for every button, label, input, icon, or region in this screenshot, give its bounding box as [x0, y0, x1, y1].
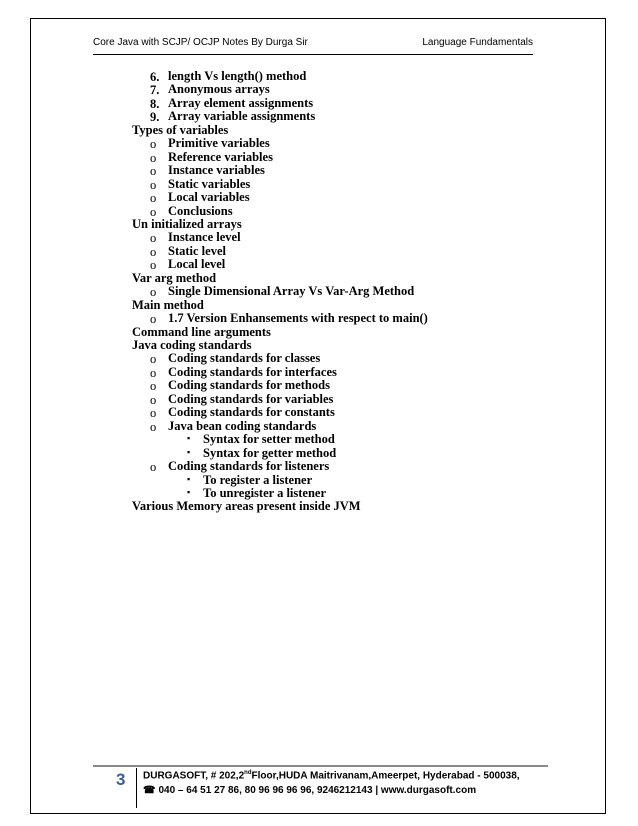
toc-item-marker: o	[150, 177, 157, 192]
toc-list-item: Syntax for getter method	[203, 445, 337, 460]
toc-list-item: Coding standards for listeners	[168, 459, 330, 474]
toc-item-marker: ▪	[187, 433, 191, 444]
toc-list-item: Coding standards for constants	[168, 405, 335, 420]
footer-divider	[136, 768, 137, 808]
toc-item-marker: o	[150, 379, 157, 394]
footer-contact-text: 040 – 64 51 27 86, 80 96 96 96 96, 9246212143 | www.durgasoft.com	[158, 785, 477, 796]
toc-list-item: Local level	[168, 257, 226, 272]
footer-contact	[143, 785, 476, 796]
toc-item-marker: 7.	[150, 83, 160, 98]
toc-item-marker: 9.	[150, 110, 160, 125]
toc-list-item: Local variables	[168, 190, 250, 205]
toc-list-item: To unregister a listener	[203, 485, 327, 500]
toc-item-marker: o	[150, 365, 157, 380]
toc-section-heading: Java coding standards	[132, 338, 252, 352]
page-header	[93, 37, 533, 55]
toc-section-heading: Command line arguments	[132, 324, 271, 339]
toc-list-item: Static level	[168, 243, 226, 258]
toc-list-item: Array variable assignments	[168, 109, 316, 124]
toc-section-heading: Main method	[132, 297, 204, 312]
page-number: 3	[116, 770, 126, 789]
toc-item-marker: o	[150, 137, 157, 152]
toc-list-item: Static variables	[168, 176, 251, 191]
toc-item-marker: ▪	[187, 486, 191, 497]
header-chapter-title: Language Fundamentals	[422, 37, 533, 48]
toc-list-item: Coding standards for methods	[168, 378, 330, 393]
toc-item-marker: o	[150, 231, 157, 246]
toc-section-heading: Various Memory areas present inside JVM	[132, 499, 361, 514]
toc-item-marker: o	[150, 244, 157, 259]
toc-item-marker: o	[150, 285, 157, 300]
toc-list-item: Coding standards for classes	[168, 351, 321, 366]
footer-address-suffix: Floor,HUDA Maitrivanam,Ameerpet, Hyderabad - 500038,	[251, 770, 520, 782]
toc-list-item: Reference variables	[168, 149, 273, 164]
toc-list-item: Single Dimensional Array Vs Var-Arg Method	[168, 284, 415, 299]
toc-list-item: Coding standards for interfaces	[168, 364, 337, 379]
toc-item-marker: ▪	[187, 473, 191, 484]
footer-rule	[93, 765, 548, 767]
toc-list-item: Instance variables	[168, 163, 265, 178]
toc-list-item: Conclusions	[168, 203, 233, 218]
toc-list-item: 1.7 Version Enhansements with respect to main()	[168, 311, 428, 326]
footer-address	[143, 770, 520, 781]
toc-list-item: length Vs length() method	[168, 69, 307, 83]
toc-item-marker: o	[150, 312, 157, 327]
toc-item-marker: 8.	[150, 96, 160, 111]
toc-item-marker: o	[150, 204, 157, 219]
toc-item-marker: ▪	[187, 446, 191, 457]
header-book-title: Core Java with SCJP/ OCJP Notes By Durga Sir	[93, 37, 308, 48]
toc-list-item: Java bean coding standards	[168, 418, 317, 433]
toc-item-marker: o	[150, 191, 157, 206]
toc-item-marker: o	[150, 419, 157, 434]
toc-section-heading: Types of variables	[132, 122, 229, 137]
toc-list-item: To register a listener	[203, 472, 313, 487]
toc-item-marker: o	[150, 406, 157, 421]
toc-list-item: Syntax for setter method	[203, 432, 335, 447]
toc-item-marker: 6.	[150, 70, 160, 84]
footer-address-prefix: DURGASOFT, # 202,2	[143, 770, 245, 782]
toc-item-marker: o	[150, 164, 157, 179]
toc-item-marker: o	[150, 258, 157, 273]
toc-list-item: Anonymous arrays	[168, 82, 270, 97]
toc-item-marker: o	[150, 352, 157, 367]
phone-icon: ☎	[143, 785, 156, 796]
toc-list-item: Array element assignments	[168, 95, 314, 110]
toc-list-item: Primitive variables	[168, 136, 270, 151]
toc-list-item: Instance level	[168, 230, 241, 245]
toc-item-marker: o	[150, 392, 157, 407]
toc-item-marker: o	[150, 460, 157, 475]
toc-item-marker: o	[150, 150, 157, 165]
footer-address-sup: nd	[244, 770, 252, 776]
toc-section-heading: Un initialized arrays	[132, 216, 242, 231]
toc-list-item: Coding standards for variables	[168, 391, 334, 406]
toc-section-heading: Var arg method	[132, 270, 217, 285]
